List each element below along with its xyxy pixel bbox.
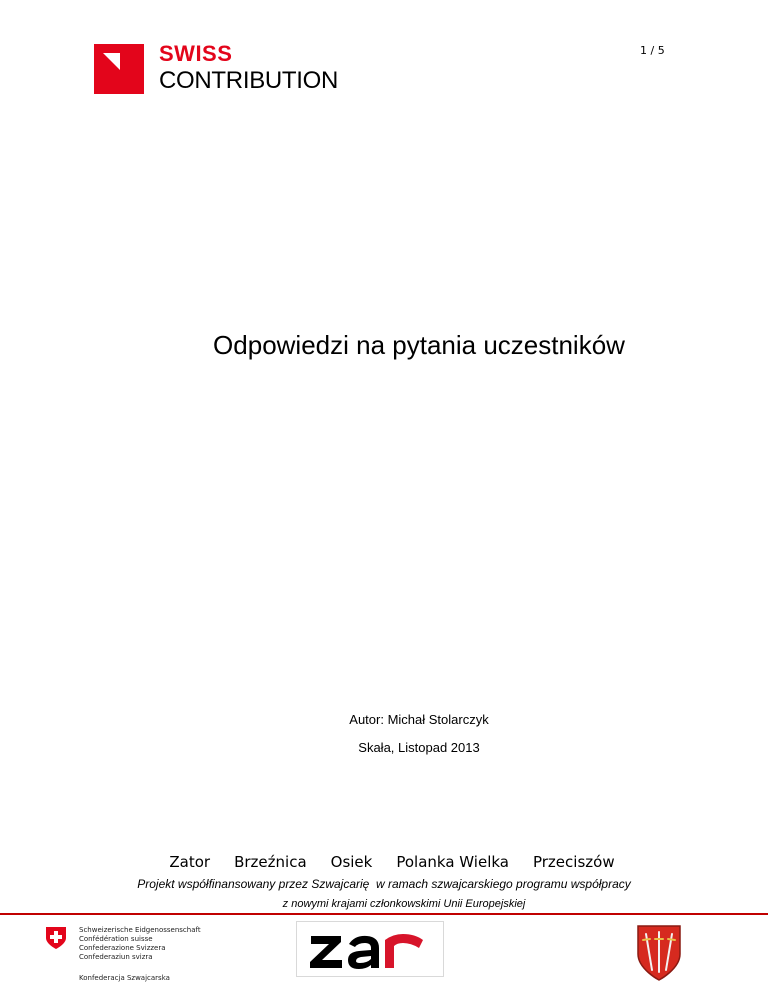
municipality: Polanka Wielka bbox=[396, 853, 509, 871]
confederation-polish-name: Konfederacja Szwajcarska bbox=[79, 974, 170, 982]
logo-text-swiss: SWISS bbox=[159, 41, 233, 66]
document-title: Odpowiedzi na pytania uczestników bbox=[213, 330, 625, 360]
place-date: Skała, Listopad 2013 bbox=[358, 740, 480, 755]
confederation-names bbox=[79, 926, 201, 962]
footer-divider bbox=[0, 913, 768, 915]
confederation-name: Confederaziun svizra bbox=[79, 953, 153, 961]
cofinancing-line-1: Projekt współfinansowany przez Szwajcarię w ramach szwajcarskiego programu współpracy bbox=[137, 877, 631, 891]
municipality: Przeciszów bbox=[532, 853, 615, 871]
confederation-name: Confederazione Svizzera bbox=[79, 944, 166, 952]
author: Autor: Michał Stolarczyk bbox=[349, 712, 489, 727]
swiss-shield-icon bbox=[45, 926, 67, 950]
swiss-contribution-logo-icon bbox=[94, 44, 144, 94]
coat-of-arms-icon bbox=[636, 924, 682, 982]
municipality: Brzeźnica bbox=[234, 853, 307, 871]
confederation-name: Confédération suisse bbox=[79, 935, 153, 943]
confederation-name: Schweizerische Eidgenossenschaft bbox=[79, 926, 201, 934]
logo-text-contribution: CONTRIBUTION bbox=[159, 67, 339, 94]
zar-logo-icon bbox=[297, 922, 443, 976]
municipality: Zator bbox=[169, 853, 211, 871]
zar-logo bbox=[296, 921, 444, 977]
cofinancing-line-2: z nowymi krajami członkowskimi Unii Europejskiej bbox=[282, 898, 526, 910]
municipality: Osiek bbox=[330, 853, 373, 871]
page-number: 1 / 5 bbox=[640, 44, 665, 57]
municipalities-list bbox=[0, 853, 768, 871]
